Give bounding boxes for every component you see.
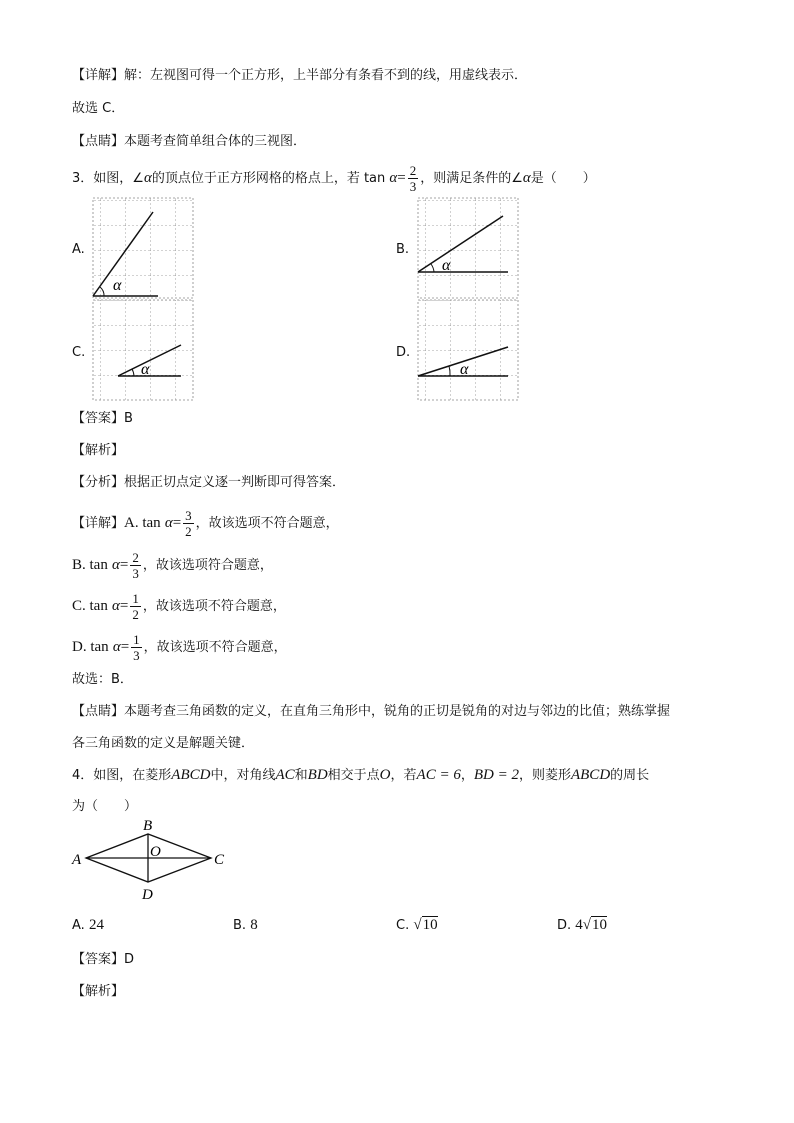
answer-value: D: [124, 952, 135, 967]
denominator: 2: [132, 607, 139, 622]
stem-text: 和: [294, 768, 308, 783]
q3-comment: [72, 702, 670, 722]
math-bd: BD: [307, 767, 328, 783]
sqrt-symbol: √: [413, 917, 422, 933]
alpha-symbol: α: [112, 639, 121, 655]
comment-tag: 【点睛】: [72, 704, 125, 719]
denominator: 3: [133, 648, 140, 663]
point-c: C: [214, 852, 225, 868]
fraction: [183, 508, 194, 539]
option-value: 24: [88, 917, 104, 933]
line-suffix: ，故该选项不符合题意，: [143, 640, 287, 655]
alpha-symbol: α: [164, 515, 173, 531]
q3-analysis: [72, 473, 345, 493]
denominator: 2: [185, 524, 192, 539]
line-prefix: D. tan: [72, 639, 109, 655]
option-c-label: C.: [72, 345, 86, 360]
alpha-label: α: [113, 277, 122, 294]
equals-sign: =: [120, 639, 130, 655]
fraction: [130, 591, 141, 622]
comment-text: 本题考查三角函数的定义，在直角三角形中，锐角的正切是锐角的对边与邻边的比值；熟练掌握: [124, 704, 671, 719]
fraction: [130, 550, 141, 581]
numerator: 1: [133, 632, 140, 647]
q4-option-c: [396, 915, 438, 936]
q4-option-b: [233, 915, 258, 936]
q4-option-d: [557, 915, 607, 936]
radicand: 10: [422, 917, 438, 933]
q3-detail-c: [72, 591, 286, 622]
math-ac: AC: [275, 767, 295, 783]
line-prefix: A. tan: [124, 515, 161, 531]
numerator: 2: [132, 550, 139, 565]
numerator: 1: [132, 591, 139, 606]
numerator: 3: [185, 508, 192, 523]
option-d-label: D.: [396, 345, 411, 360]
numerator: 2: [409, 163, 417, 178]
denominator: 3: [132, 566, 139, 581]
alpha-label: α: [442, 257, 451, 274]
equals-sign: =: [397, 170, 406, 186]
stem-text: ，: [460, 768, 474, 783]
math-bd-value: BD = 2: [473, 767, 519, 783]
q3-analysis-tag: 【解析】: [72, 443, 125, 458]
alpha-symbol: α: [522, 170, 531, 186]
grid-b: [418, 198, 518, 298]
stem-text: 是（ ）: [530, 171, 596, 186]
option-label: A.: [72, 918, 85, 933]
alpha-symbol: α: [111, 557, 120, 573]
answer-tag: 【答案】: [72, 952, 125, 967]
q3-comment-cont: 各三角函数的定义是解题关键．: [72, 736, 255, 751]
stem-text: 相交于点: [327, 768, 380, 783]
denominator: 3: [409, 179, 417, 194]
detail-tag: 【详解】: [72, 68, 125, 83]
stem-text: ，若: [390, 768, 417, 783]
analysis-text: 根据正切点定义逐一判断即可得答案．: [124, 475, 346, 490]
math-ac-value: AC = 6: [416, 767, 461, 783]
stem-text: 4．如图，在菱形: [72, 768, 172, 783]
grid-a: [93, 198, 193, 298]
option-value: 4: [575, 917, 583, 933]
math-abcd: ABCD: [171, 767, 211, 783]
q4-analysis-tag: 【解析】: [72, 984, 125, 999]
grid-d: [418, 300, 518, 400]
detail-tag: 【详解】: [72, 516, 125, 531]
point-o: O: [150, 844, 161, 860]
q4-option-a: [72, 915, 104, 936]
line-suffix: ，故该选项不符合题意，: [195, 516, 339, 531]
alpha-symbol: α: [111, 598, 120, 614]
alpha-symbol: α: [389, 170, 398, 186]
q2-choose: 故选 C．: [72, 101, 125, 116]
analysis-tag: 【分析】: [72, 475, 125, 490]
option-label: C.: [396, 918, 410, 933]
stem-text: 的周长: [610, 768, 650, 783]
stem-text: 的顶点位于正方形网格的格点上，若 tan: [151, 171, 386, 186]
stem-text: ，则菱形: [518, 768, 571, 783]
q3-detail-b: [72, 550, 273, 581]
option-b-label: B.: [396, 242, 410, 257]
q3-choose: 故选：B．: [72, 672, 133, 687]
option-value: 8: [250, 917, 258, 933]
stem-text: 3．如图，∠: [72, 171, 144, 186]
answer-tag: 【答案】: [72, 411, 125, 426]
comment-text: 本题考查简单组合体的三视图．: [124, 134, 307, 149]
stem-text: 中，对角线: [210, 768, 276, 783]
detail-text: 解：左视图可得一个正方形，上半部分有条看不到的线，用虚线表示．: [124, 68, 528, 83]
fraction: [131, 632, 142, 663]
q4-stem-cont: 为（ ）: [72, 799, 138, 814]
alpha-symbol: α: [143, 170, 152, 186]
option-a-label: A.: [72, 242, 85, 257]
option-label: B.: [233, 918, 247, 933]
math-o: O: [379, 767, 391, 783]
math-abcd: ABCD: [570, 767, 611, 783]
equals-sign: =: [119, 557, 129, 573]
point-b: B: [143, 818, 153, 834]
rhombus-figure: [71, 818, 225, 903]
radicand: 10: [592, 917, 608, 933]
line-prefix: B. tan: [72, 557, 108, 573]
point-d: D: [142, 887, 153, 903]
equals-sign: =: [172, 515, 182, 531]
line-prefix: C. tan: [72, 598, 108, 614]
point-a: A: [72, 852, 82, 868]
q4-answer: [72, 950, 134, 970]
comment-tag: 【点睛】: [72, 134, 125, 149]
line-suffix: ，故该选项符合题意，: [142, 558, 273, 573]
q3-detail-d: [72, 632, 287, 663]
q3-answer: [72, 409, 133, 429]
grid-c: [93, 300, 193, 400]
line-suffix: ，故该选项不符合题意，: [142, 599, 286, 614]
stem-text: ，则满足条件的∠: [420, 171, 523, 186]
sqrt-symbol: √: [582, 917, 592, 933]
option-label: D.: [557, 918, 572, 933]
q3-detail-a: [72, 508, 339, 539]
alpha-label: α: [141, 361, 150, 378]
equals-sign: =: [119, 598, 129, 614]
q4-stem: [72, 765, 649, 786]
alpha-label: α: [460, 361, 469, 378]
answer-value: B: [124, 411, 133, 426]
